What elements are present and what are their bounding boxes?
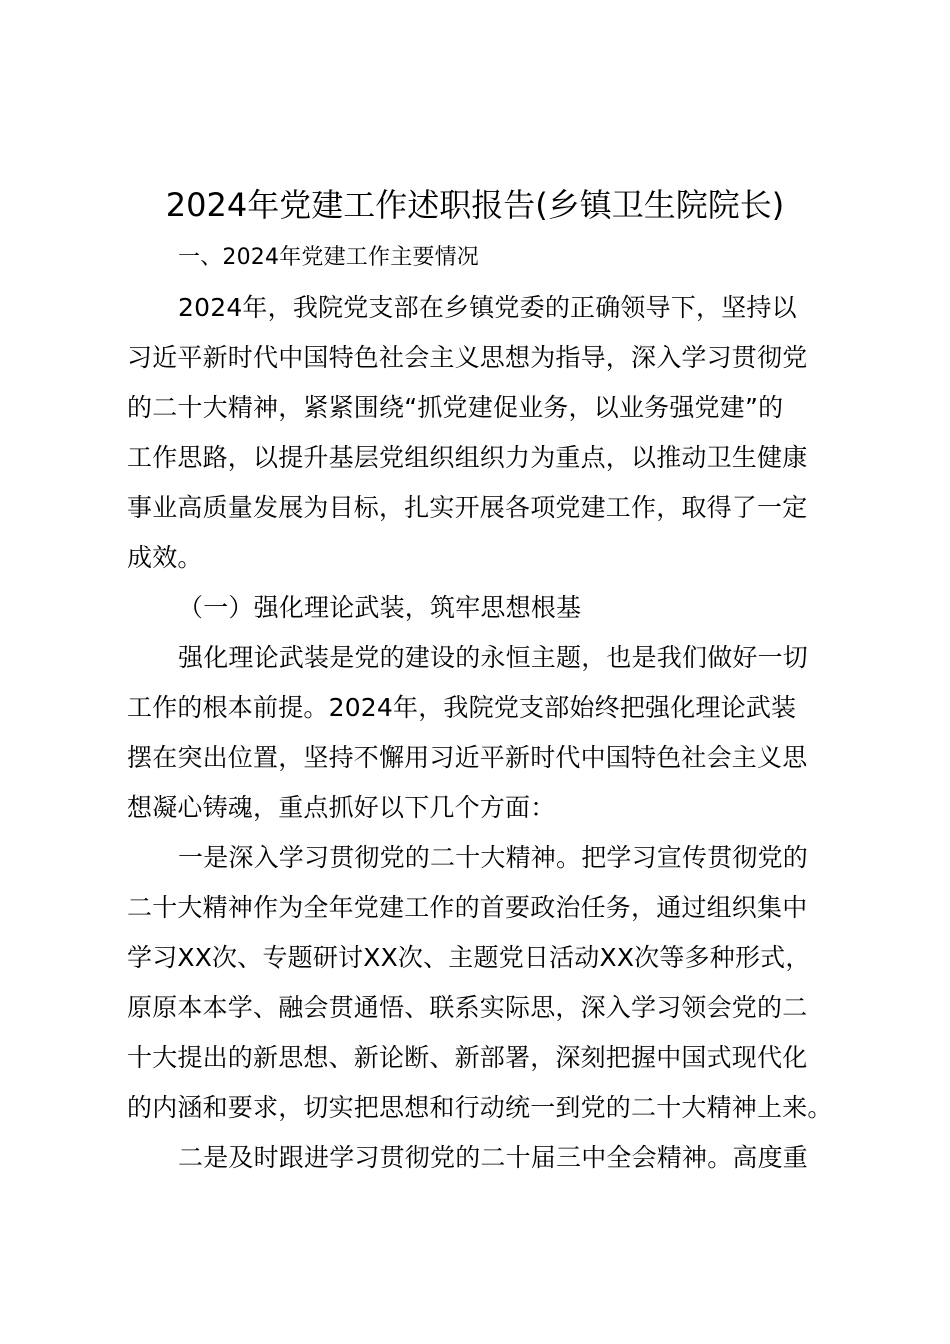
paragraph-3-line-3: 学习XX次、专题研讨XX次、主题党日活动XX次等多种形式， [127, 943, 811, 972]
section-heading-1: 一、2024年党建工作主要情况 [178, 245, 479, 270]
subsection-heading-1: （一）强化理论武装，筑牢思想根基 [178, 593, 582, 622]
paragraph-1-line-1: 2024年，我院党支部在乡镇党委的正确领导下，坚持以 [178, 293, 797, 322]
paragraph-2-line-3: 摆在突出位置，坚持不懈用习近平新时代中国特色社会主义思 [127, 743, 808, 772]
paragraph-3-line-6: 的内涵和要求，切实把思想和行动统一到党的二十大精神上来。 [127, 1093, 833, 1122]
paragraph-3-line-5: 十大提出的新思想、新论断、新部署，深刻把握中国式现代化 [127, 1043, 808, 1072]
paragraph-3-line-1: 一是深入学习贯彻党的二十大精神。把学习宣传贯彻党的 [178, 843, 809, 872]
document-title: 2024年党建工作述职报告(乡镇卫生院院长) [165, 186, 785, 224]
paragraph-1-line-5: 事业高质量发展为目标，扎实开展各项党建工作，取得了一定 [127, 493, 808, 522]
paragraph-2-line-2: 工作的根本前提。2024年，我院党支部始终把强化理论武装 [127, 693, 797, 722]
paragraph-3-line-4: 原原本本学、融会贯通悟、联系实际思，深入学习领会党的二 [127, 993, 808, 1022]
document-body [127, 233, 837, 1183]
paragraph-2-line-1: 强化理论武装是党的建设的永恒主题，也是我们做好一切 [178, 643, 809, 672]
paragraph-1-line-6: 成效。 [127, 543, 203, 572]
paragraph-1-line-3: 的二十大精神，紧紧围绕“抓党建促业务，以业务强党建”的 [127, 393, 784, 422]
paragraph-2-line-4: 想凝心铸魂，重点抓好以下几个方面： [127, 793, 556, 822]
paragraph-1-line-2: 习近平新时代中国特色社会主义思想为指导，深入学习贯彻党 [127, 343, 808, 372]
paragraph-4-line-1: 二是及时跟进学习贯彻党的二十届三中全会精神。高度重 [178, 1143, 809, 1172]
paragraph-3-line-2: 二十大精神作为全年党建工作的首要政治任务，通过组织集中 [127, 893, 808, 922]
paragraph-1-line-4: 工作思路，以提升基层党组织组织力为重点，以推动卫生健康 [127, 443, 808, 472]
